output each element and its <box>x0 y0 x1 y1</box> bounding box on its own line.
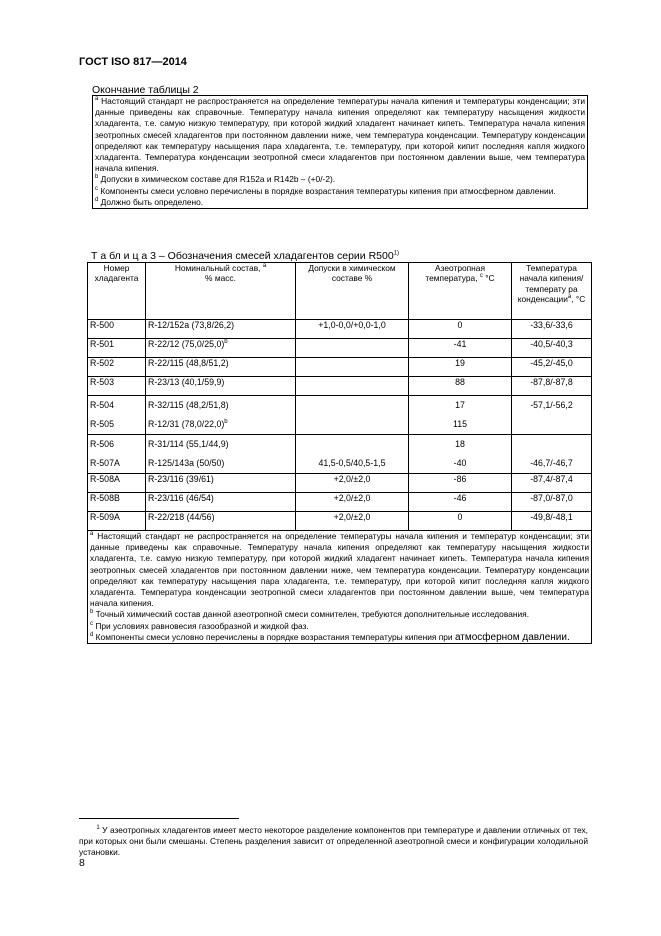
table3-header-row <box>88 263 592 320</box>
cell-number: R-501 <box>88 339 146 358</box>
col-header-number: Номер хладагента <box>88 263 146 320</box>
table-row <box>88 377 592 396</box>
cell-composition: R-22/115 (48,8/51,2) <box>146 358 296 377</box>
cell-azeotropic-temp: -46 <box>409 493 512 512</box>
table-row <box>88 320 592 339</box>
cell-boiling-temp: -49,8/-48,1 <box>512 512 592 531</box>
page-number: 8 <box>79 857 85 869</box>
table-row <box>88 358 592 377</box>
cell-azeotropic-temp: 17 115 <box>409 396 512 435</box>
table3-caption: Т а бл и ц а 3 – Обозначения смесей хладагентов серии R500$^{1)}$ <box>91 250 400 262</box>
table3-notes <box>88 531 592 644</box>
cell-composition: R-22/12 $(75,0/25,0)^b$ <box>146 339 296 358</box>
table-row-group <box>88 396 592 435</box>
table-row <box>88 339 592 358</box>
col-header-tolerance: Допуски в химическом составе % <box>296 263 409 320</box>
cell-tolerance: +2,0/±2,0 <box>296 512 409 531</box>
cell-composition: R-32/115 (48,2/51,8) R-12/31 $(78,0/22,0)^b$ <box>146 396 296 435</box>
table3-note-a: $^a$ Настоящий стандарт не распространяется на определение температуры начала кипения и температур конденсации; эти данные приведены как справочные. Температуру начала кипения определяют как температуру насыщения жидкости хладагента, т.е. самую низкую температуру, при которой жидкий хладагент начинает кипеть. Температура начала кипения зеотропных смесей хладагентов при постоянном давлении ниже, чем температура конденсации. Температуру конденсации определяют как температуру насыщения пара хладагента, т.е. температуру, при которой кипит последняя капля жидкого хладагента. Температура конденсации зеотропной смеси хладагентов при постоянном давлении выше, чем температура начала кипения. <box>90 531 589 609</box>
table3 <box>87 262 592 644</box>
table2-continuation-label: Окончание таблицы 2 <box>92 84 199 96</box>
cell-azeotropic-temp: 0 <box>409 320 512 339</box>
cell-boiling-temp: -46,7/-46,7 <box>512 435 592 474</box>
table3-note-b: $^b$ Точный химический состав данной азеотропной смеси сомнителен, требуются дополнительные исследования. <box>90 609 530 620</box>
cell-boiling-temp: -57,1/-56,2 <box>512 396 592 435</box>
table2-note-b: $^b$ Допуски в химическом составе для R152a и R142b – (+0/-2). <box>95 174 336 185</box>
cell-number: R-503 <box>88 377 146 396</box>
cell-azeotropic-temp: 19 <box>409 358 512 377</box>
table3-note-d: $^d$ Компоненты смеси условно перечислены в порядке возрастания температуры кипения при атмосферном давлении. <box>90 631 570 643</box>
table2-note-d: $^d$ Должно быть определено. <box>95 196 204 207</box>
table-row <box>88 474 592 493</box>
cell-number: R-508A <box>88 474 146 493</box>
cell-tolerance: +2,0/±2,0 <box>296 474 409 493</box>
col-header-composition: Номинальный состав, $^a$ % масс. <box>146 263 296 320</box>
table-row-group <box>88 435 592 474</box>
table2-note-c: $^c$ Компоненты смеси условно перечислены в порядке возрастания температуры кипения при атмосферном давлении. <box>95 185 556 196</box>
table3-note-c: $^c$ При условиях равновесия газообразной и жидкой фаз. <box>90 620 309 631</box>
cell-azeotropic-temp: -41 <box>409 339 512 358</box>
cell-tolerance: +2,0/±2,0 <box>296 493 409 512</box>
cell-composition: R-31/114 (55,1/44,9) R-125/143a (50/50) <box>146 435 296 474</box>
cell-tolerance <box>296 339 409 358</box>
col-header-azeotropic-temp: Азеотропная температура, $^c$ °C <box>409 263 512 320</box>
cell-boiling-temp: -33,6/-33,6 <box>512 320 592 339</box>
footnote-divider <box>79 818 239 819</box>
page-header: ГОСТ ISO 817—2014 <box>79 56 187 68</box>
cell-number: R-502 <box>88 358 146 377</box>
cell-tolerance: +1,0-0,0/+0,0-1,0 <box>296 320 409 339</box>
cell-boiling-temp: -40,5/-40,3 <box>512 339 592 358</box>
cell-composition: R-12/152a (73,8/26,2) <box>146 320 296 339</box>
cell-azeotropic-temp: -86 <box>409 474 512 493</box>
cell-boiling-temp: -45,2/-45,0 <box>512 358 592 377</box>
cell-composition: R-23/116 (46/54) <box>146 493 296 512</box>
cell-composition: R-23/116 (39/61) <box>146 474 296 493</box>
cell-number: R-508B <box>88 493 146 512</box>
cell-azeotropic-temp: 18 -40 <box>409 435 512 474</box>
table-row <box>88 493 592 512</box>
cell-azeotropic-temp: 88 <box>409 377 512 396</box>
table2-note-a: $^a$ Настоящий стандарт не распространяется на определение температуры начала кипения и температуры конденсации; эти данные приведены как справочные. Температуру начала кипения определяют как температуру насыщения жидкости хладагента, т.е. самую низкую температуру, при которой жидкий хладагент начинает кипеть. Температура начала кипения зеотропных смесей хладагентов при постоянном давлении ниже, чем температура конденсации. Температуру конденсации определяют как температуру насыщения пара хладагента, т.е. температуру, при которой кипит последняя капля жидкого хладагента. Температура конденсации зеотропной смеси хладагентов при постоянном давлении выше, чем температура начала кипения. <box>95 96 585 174</box>
cell-boiling-temp: -87,4/-87,4 <box>512 474 592 493</box>
cell-boiling-temp: -87,0/-87,0 <box>512 493 592 512</box>
cell-composition: R-23/13 (40,1/59,9) <box>146 377 296 396</box>
cell-azeotropic-temp: 0 <box>409 512 512 531</box>
cell-tolerance <box>296 358 409 377</box>
cell-composition: R-22/218 (44/56) <box>146 512 296 531</box>
cell-boiling-temp: -87,8/-87,8 <box>512 377 592 396</box>
footnote: $^1$ У азеотропных хладагентов имеет место некоторое разделение компонентов при температуре и давлении отличных от тех, при которых они были смешаны. Степень разделения зависит от определенной азеотропной смеси и конфигурации холодильной установки. <box>79 825 588 858</box>
table2-notes-box <box>92 95 588 209</box>
cell-number: R-506 R-507A <box>88 435 146 474</box>
cell-tolerance: 41,5-0,5/40,5-1,5 <box>296 435 409 474</box>
cell-number: R-509A <box>88 512 146 531</box>
col-header-boiling-temp: Температура начала кипения/температу ра конденсации$^a$, °C <box>512 263 592 320</box>
cell-number: R-500 <box>88 320 146 339</box>
cell-tolerance <box>296 396 409 435</box>
cell-number: R-504 R-505 <box>88 396 146 435</box>
cell-tolerance <box>296 377 409 396</box>
table3-notes-row <box>88 531 592 644</box>
table-row <box>88 512 592 531</box>
